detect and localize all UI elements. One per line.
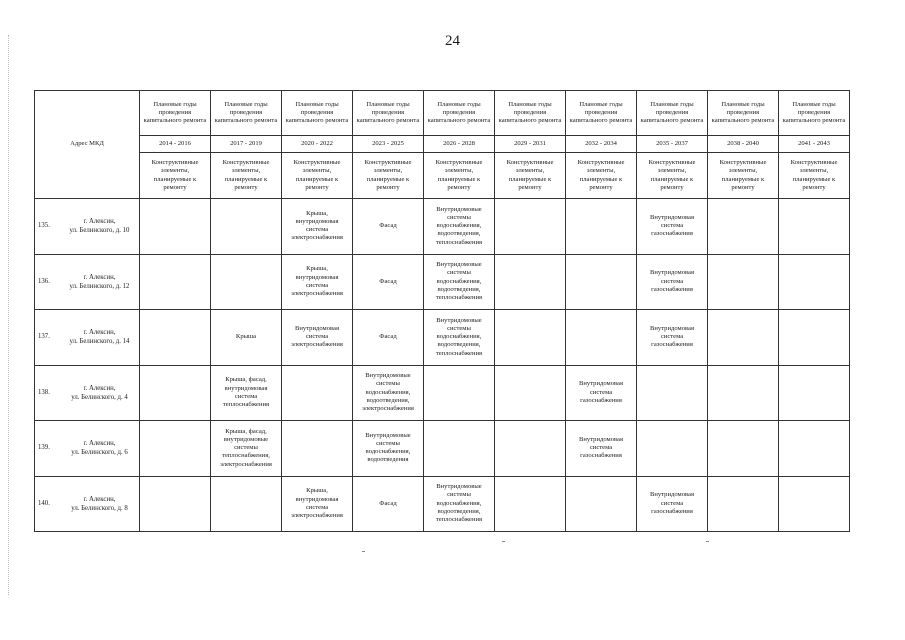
period-description: Конструктивные элементы, планируемые к ремонту	[779, 153, 850, 199]
repair-elements-cell: Внутридомовые системы водоснабжения, водоотведения	[353, 421, 424, 477]
address-text: г. Алексин, ул. Белинского, д. 14	[69, 329, 130, 346]
repair-elements-cell: Крыша, фасад, внутридомовая система теплоснабжения	[211, 365, 282, 421]
period-title: Плановые годы проведения капитального ремонта	[424, 91, 495, 136]
repair-elements-cell	[779, 199, 850, 255]
repair-elements-cell	[708, 476, 779, 532]
address-cell	[35, 310, 140, 366]
period-years: 2014 - 2016	[140, 136, 211, 153]
repair-elements-cell: Фасад	[353, 476, 424, 532]
period-years: 2032 - 2034	[566, 136, 637, 153]
repair-elements-cell	[779, 365, 850, 421]
header-row-titles	[35, 91, 850, 136]
header-row-years	[35, 136, 850, 153]
table-row	[35, 365, 850, 421]
row-number: 137.	[38, 333, 50, 340]
repair-elements-cell	[495, 476, 566, 532]
period-title: Плановые годы проведения капитального ремонта	[566, 91, 637, 136]
period-title: Плановые годы проведения капитального ремонта	[353, 91, 424, 136]
repair-elements-cell	[495, 199, 566, 255]
header-row-descriptions	[35, 153, 850, 199]
period-years: 2026 - 2028	[424, 136, 495, 153]
period-years: 2017 - 2019	[211, 136, 282, 153]
address-cell	[35, 199, 140, 255]
address-text: г. Алексин, ул. Белинского, д. 6	[71, 440, 128, 457]
period-years: 2023 - 2025	[353, 136, 424, 153]
address-cell	[35, 365, 140, 421]
period-description: Конструктивные элементы, планируемые к ремонту	[708, 153, 779, 199]
scan-margin-marks	[8, 35, 11, 595]
repair-elements-cell: Крыша, внутридомовая система электроснабжения	[282, 199, 353, 255]
row-number: 139.	[38, 444, 50, 451]
table-row	[35, 476, 850, 532]
repair-elements-cell: Фасад	[353, 310, 424, 366]
repair-elements-cell	[779, 310, 850, 366]
scan-speck	[706, 541, 709, 542]
repair-elements-cell	[708, 310, 779, 366]
table-body	[35, 199, 850, 532]
period-years: 2020 - 2022	[282, 136, 353, 153]
table-row	[35, 310, 850, 366]
period-description: Конструктивные элементы, планируемые к ремонту	[495, 153, 566, 199]
repair-elements-cell: Внутридомовые системы водоснабжения, водоотведения, теплоснабжения	[424, 199, 495, 255]
repair-elements-cell	[424, 365, 495, 421]
row-number: 135.	[38, 222, 50, 229]
repair-elements-cell	[708, 254, 779, 310]
repair-elements-cell: Внутридомовые системы водоснабжения, водоотведения, теплоснабжения	[424, 476, 495, 532]
period-title: Плановые годы проведения капитального ремонта	[637, 91, 708, 136]
repair-elements-cell	[637, 365, 708, 421]
repair-elements-cell	[140, 365, 211, 421]
period-title: Плановые годы проведения капитального ремонта	[708, 91, 779, 136]
repair-elements-cell: Внутридомовые системы водоснабжения, водоотведения, теплоснабжения	[424, 254, 495, 310]
repair-elements-cell	[140, 476, 211, 532]
repair-elements-cell	[566, 476, 637, 532]
repair-elements-cell: Внутридомовая система газоснабжения	[637, 199, 708, 255]
repair-elements-cell: Крыша, внутридомовая система электроснабжения	[282, 476, 353, 532]
repair-elements-cell: Внутридомовая система газоснабжения	[637, 476, 708, 532]
table-row	[35, 421, 850, 477]
period-description: Конструктивные элементы, планируемые к ремонту	[353, 153, 424, 199]
scan-speck	[502, 541, 505, 542]
period-title: Плановые годы проведения капитального ремонта	[140, 91, 211, 136]
repair-elements-cell: Внутридомовая система электроснабжения	[282, 310, 353, 366]
address-cell	[35, 421, 140, 477]
period-years: 2029 - 2031	[495, 136, 566, 153]
address-text: г. Алексин, ул. Белинского, д. 4	[71, 384, 128, 401]
address-text: г. Алексин, ул. Белинского, д. 8	[71, 495, 128, 512]
row-number: 136.	[38, 277, 50, 285]
row-number: 140.	[38, 499, 50, 507]
repair-elements-cell: Крыша, внутридомовая система электроснабжения	[282, 254, 353, 310]
scan-speck	[362, 551, 365, 552]
repair-elements-cell: Крыша, фасад, внутридомовые системы теплоснабжения, электроснабжения	[211, 421, 282, 477]
repair-elements-cell	[424, 421, 495, 477]
repair-elements-cell	[211, 199, 282, 255]
repair-elements-cell	[140, 421, 211, 477]
period-description: Конструктивные элементы, планируемые к ремонту	[424, 153, 495, 199]
table-row	[35, 199, 850, 255]
period-title: Плановые годы проведения капитального ремонта	[211, 91, 282, 136]
address-cell	[35, 254, 140, 310]
repair-elements-cell: Фасад	[353, 254, 424, 310]
table-header	[35, 91, 850, 199]
address-cell	[35, 476, 140, 532]
repair-elements-cell	[495, 421, 566, 477]
repair-elements-cell	[566, 310, 637, 366]
period-years: 2038 - 2040	[708, 136, 779, 153]
repair-elements-cell	[779, 254, 850, 310]
repair-elements-cell	[708, 365, 779, 421]
period-description: Конструктивные элементы, планируемые к ремонту	[637, 153, 708, 199]
repair-elements-cell	[495, 310, 566, 366]
repair-elements-cell: Внутридомовые системы водоснабжения, водоотведения, теплоснабжения	[424, 310, 495, 366]
repair-elements-cell: Крыша	[211, 310, 282, 366]
repair-elements-cell	[140, 199, 211, 255]
page-number: 24	[445, 33, 460, 49]
row-number: 138.	[38, 388, 50, 396]
period-description: Конструктивные элементы, планируемые к ремонту	[140, 153, 211, 199]
repair-elements-cell	[708, 199, 779, 255]
repair-elements-cell	[211, 254, 282, 310]
repair-elements-cell: Внутридомовая система газоснабжения	[566, 365, 637, 421]
address-text: г. Алексин, ул. Белинского, д. 12	[69, 273, 130, 290]
period-description: Конструктивные элементы, планируемые к ремонту	[211, 153, 282, 199]
period-description: Конструктивные элементы, планируемые к ремонту	[282, 153, 353, 199]
period-years: 2041 - 2043	[779, 136, 850, 153]
capital-repair-table	[34, 90, 850, 532]
repair-elements-cell	[282, 421, 353, 477]
address-text: г. Алексин, ул. Белинского, д. 10	[69, 218, 130, 235]
repair-elements-cell	[566, 199, 637, 255]
repair-elements-cell: Фасад	[353, 199, 424, 255]
repair-elements-cell: Внутридомовая система газоснабжения	[637, 310, 708, 366]
period-years: 2035 - 2037	[637, 136, 708, 153]
repair-elements-cell	[495, 254, 566, 310]
repair-elements-cell	[211, 476, 282, 532]
period-title: Плановые годы проведения капитального ремонта	[495, 91, 566, 136]
repair-elements-cell: Внутридомовая система газоснабжения	[637, 254, 708, 310]
table-row	[35, 254, 850, 310]
repair-elements-cell: Внутридомовая система газоснабжения	[566, 421, 637, 477]
address-column-header: Адрес МКД	[35, 91, 140, 199]
repair-elements-cell	[708, 421, 779, 477]
repair-elements-cell	[779, 421, 850, 477]
repair-elements-cell	[566, 254, 637, 310]
period-description: Конструктивные элементы, планируемые к ремонту	[566, 153, 637, 199]
period-title: Плановые годы проведения капитального ремонта	[779, 91, 850, 136]
repair-elements-cell	[637, 421, 708, 477]
repair-elements-cell	[140, 254, 211, 310]
repair-elements-cell	[140, 310, 211, 366]
repair-elements-cell: Внутридомовые системы водоснабжения, водоотведения, электроснабжения	[353, 365, 424, 421]
repair-elements-cell	[495, 365, 566, 421]
repair-elements-cell	[779, 476, 850, 532]
period-title: Плановые годы проведения капитального ремонта	[282, 91, 353, 136]
repair-elements-cell	[282, 365, 353, 421]
